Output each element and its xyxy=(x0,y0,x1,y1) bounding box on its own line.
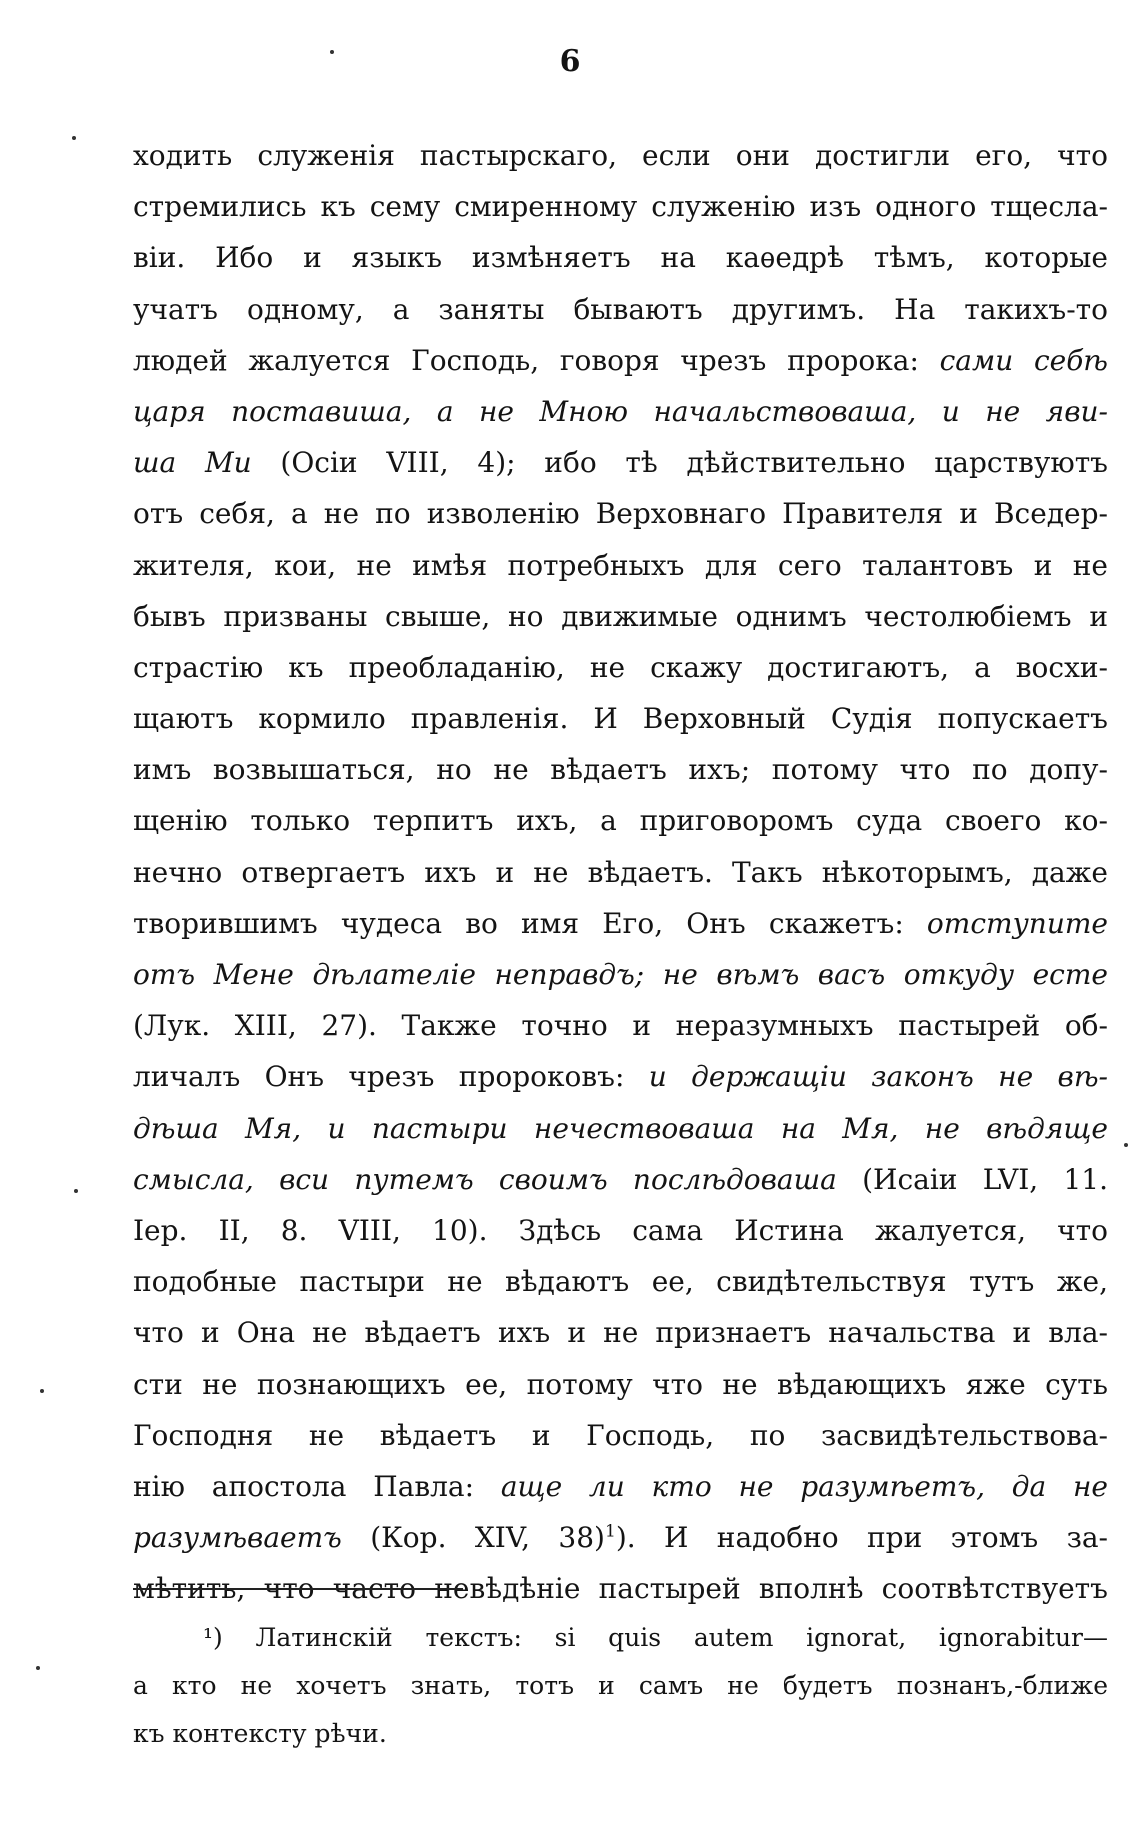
italic-quote: отъ Мене дѣлателіе неправдъ; не вѣмъ васъ откуду есте xyxy=(133,958,1108,991)
text-segment: (Осіи VIII, 4); ибо тѣ дѣйствительно царствуютъ xyxy=(251,446,1108,480)
italic-quote: аще ли кто не разумѣетъ, да не xyxy=(500,1469,1108,1503)
page-number: 6 xyxy=(559,44,581,79)
text-segment: (Лук. XIII, 27). Также точно и неразумныхъ пастырей об- xyxy=(133,1009,1108,1043)
text-segment: бывъ призваны свыше, но движимые однимъ честолюбіемъ и xyxy=(133,599,1108,633)
italic-quote: царя поставиша, а не Мною начальствоваша, и не яви- xyxy=(133,394,1108,428)
text-segment: ). И надобно при этомъ за- xyxy=(615,1521,1109,1555)
text-line xyxy=(133,591,1108,642)
text-line xyxy=(133,1307,1108,1358)
footnote-rule xyxy=(133,1588,463,1590)
scan-speck xyxy=(330,50,334,54)
text-line xyxy=(133,744,1108,795)
text-line xyxy=(133,1205,1108,1256)
text-segment: віи. Ибо и языкъ измѣняетъ на каѳедрѣ тѣмъ, которые xyxy=(133,241,1108,275)
text-segment: (Кор. XIV, 38) xyxy=(341,1521,605,1555)
footnote-line: къ контексту рѣчи. xyxy=(133,1719,387,1748)
text-segment: жителя, кои, не имѣя потребныхъ для сего талантовъ и не xyxy=(133,548,1108,582)
text-line xyxy=(133,284,1108,335)
italic-quote: отступите xyxy=(926,906,1108,940)
text-segment: нію апостола Павла: xyxy=(133,1469,501,1503)
footnote-line: ¹) Латинскій текстъ: si quis autem ignorat, ignorabitur— xyxy=(203,1623,1108,1652)
italic-quote: и держащіи законъ не вѣ- xyxy=(648,1060,1108,1094)
text-line xyxy=(133,437,1108,488)
text-segment: стремились къ сему смиренному служенію изъ одного тщесла- xyxy=(133,190,1108,224)
text-line xyxy=(133,898,1108,949)
text-line xyxy=(133,386,1108,437)
text-line xyxy=(133,1359,1108,1410)
text-segment: мѣтить, что часто невѣдѣніе пастырей вполнѣ соотвѣтствуетъ xyxy=(133,1572,1108,1606)
text-segment: людей жалуется Господь, говоря чрезъ пророка: xyxy=(133,343,940,377)
text-segment: творившимъ чудеса во имя Его, Онъ скажетъ: xyxy=(133,906,927,940)
text-line xyxy=(133,1051,1108,1102)
text-line xyxy=(133,847,1108,898)
text-segment: Іер. II, 8. VIII, 10). Здѣсь сама Истина жалуется, что xyxy=(133,1213,1108,1247)
italic-quote: дѣша Мя, и пастыри нечествоваша на Мя, не вѣдяще xyxy=(133,1111,1108,1145)
text-segment: ходить служенія пастырскаго, если они достигли его, что xyxy=(133,139,1108,172)
italic-quote: разумѣваетъ xyxy=(133,1521,342,1555)
footnote-ref: 1 xyxy=(604,1521,616,1542)
text-line xyxy=(133,335,1108,386)
text-segment: (Исаіи LVI, 11. xyxy=(836,1162,1108,1196)
text-line xyxy=(133,795,1108,846)
text-line xyxy=(133,1461,1108,1512)
footnotes xyxy=(133,1614,1108,1758)
scan-speck xyxy=(74,1189,78,1193)
text-line xyxy=(133,1154,1108,1205)
text-segment: учатъ одному, а заняты бываютъ другимъ. На такихъ-то xyxy=(133,292,1108,326)
text-line xyxy=(133,1000,1108,1051)
text-segment: сти не познающихъ ее, потому что не вѣдающихъ яже суть xyxy=(133,1367,1108,1401)
text-line xyxy=(133,693,1108,744)
text-segment: что и Она не вѣдаетъ ихъ и не признаетъ начальства и вла- xyxy=(133,1316,1108,1350)
text-segment: страстію къ преобладанію, не скажу достигаютъ, а восхи- xyxy=(133,650,1108,684)
text-segment: щенію только терпитъ ихъ, а приговоромъ суда своего ко- xyxy=(133,804,1108,838)
text-line xyxy=(133,642,1108,693)
scan-speck xyxy=(72,136,76,140)
text-line xyxy=(133,130,1108,181)
text-segment: щаютъ кормило правленія. И Верховный Судія попускаетъ xyxy=(133,702,1108,736)
text-line xyxy=(133,540,1108,591)
italic-quote: ша Ми xyxy=(133,446,252,480)
text-segment: личалъ Онъ чрезъ пророковъ: xyxy=(133,1060,649,1094)
scan-speck xyxy=(1124,1143,1128,1147)
text-segment: имъ возвышаться, но не вѣдаетъ ихъ; потому что по допу- xyxy=(133,753,1108,787)
scan-speck xyxy=(40,1389,44,1393)
italic-quote: смысла, вси путемъ своимъ послѣдоваша xyxy=(133,1162,837,1196)
text-line xyxy=(133,1103,1108,1154)
scan-speck xyxy=(36,1666,40,1670)
text-segment: отъ себя, а не по изволенію Верховнаго Правителя и Вседер- xyxy=(133,497,1108,531)
text-segment: подобные пастыри не вѣдаютъ ее, свидѣтельствуя тутъ же, xyxy=(133,1265,1108,1299)
text-line xyxy=(133,488,1108,539)
text-line xyxy=(133,1256,1108,1307)
text-line xyxy=(133,181,1108,232)
text-line xyxy=(133,1512,1108,1563)
footnote-line: а кто не хочетъ знать, тотъ и самъ не будетъ познанъ,-ближе xyxy=(133,1671,1108,1700)
italic-quote: сами себѣ xyxy=(939,343,1108,377)
text-line xyxy=(133,232,1108,283)
text-line xyxy=(133,949,1108,1000)
text-segment: нечно отвергаетъ ихъ и не вѣдаетъ. Такъ нѣкоторымъ, даже xyxy=(133,855,1108,889)
text-line xyxy=(133,1410,1108,1461)
main-text xyxy=(133,130,1108,1614)
text-segment: Господня не вѣдаетъ и Господь, по засвидѣтельствова- xyxy=(133,1418,1108,1452)
